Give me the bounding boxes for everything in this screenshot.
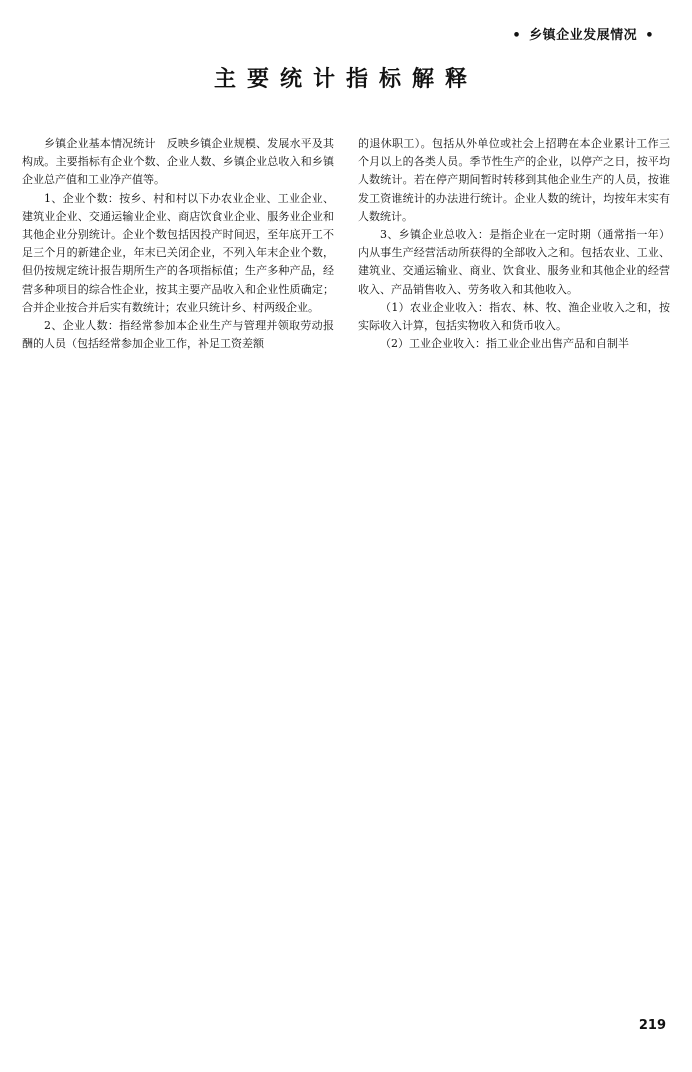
left-column [22, 135, 334, 353]
header-bullet-left: • [512, 28, 522, 43]
page-title: 主要统计指标解释 [213, 66, 478, 92]
paragraph-enterprise-staff: 2、企业人数：指经常参加本企业生产与管理并领取劳动报酬的人员（包括经常参加企业工作，补足工资差额 [22, 319, 334, 351]
paragraph-total-income: 3、乡镇企业总收入：是指企业在一定时期（通常指一年）内从事生产经营活动所获得的全部收入之和。包括农业、工业、建筑业、交通运输业、商业、饮食业、服务业和其他企业的经营收入、产品销售收入、劳务收入和其他收入。 [358, 228, 670, 296]
right-column [358, 135, 670, 353]
paragraph-enterprise-count: 1、企业个数：按乡、村和村以下办农业企业、工业企业、建筑业企业、交通运输业企业、商店饮食业企业、服务业企业和其他企业分别统计。企业个数包括因投产时间迟，至年底开工不足三个月的新建企业，年末已关闭企业，不列入年末企业个数，但仍按规定统计报告期所生产的各项指标值；生产多种产品，经营多种项目的综合性企业，按其主要产品收入和企业性质确定；合并企业按合并后实有数统计；农业只统计乡、村两级企业。 [22, 191, 334, 314]
running-header [504, 24, 662, 43]
paragraph-staff-continued: 的退休职工）。包括从外单位或社会上招聘在本企业累计工作三个月以上的各类人员。季节性生产的企业，以停产之日，按平均人数统计。若在停产期间暂时转移到其他企业生产的人员，按谁发工资谁统计的办法进行统计。企业人数的统计，均按年末实有人数统计。 [358, 137, 670, 223]
header-bullet-right: • [645, 28, 654, 43]
paragraph-intro: 乡镇企业基本情况统计 反映乡镇企业规模、发展水平及其构成。主要指标有企业个数、企业人数、乡镇企业总收入和乡镇企业总产值和工业净产值等。 [22, 137, 334, 187]
page-number: 219 [638, 1018, 666, 1033]
header-section-title: 乡镇企业发展情况 [529, 28, 638, 43]
paragraph-agri-income: （1）农业企业收入：指农、林、牧、渔企业收入之和，按实际收入计算，包括实物收入和货币收入。 [358, 300, 670, 333]
paragraph-industry-income: （2）工业企业收入：指工业企业出售产品和自制半 [380, 337, 629, 351]
